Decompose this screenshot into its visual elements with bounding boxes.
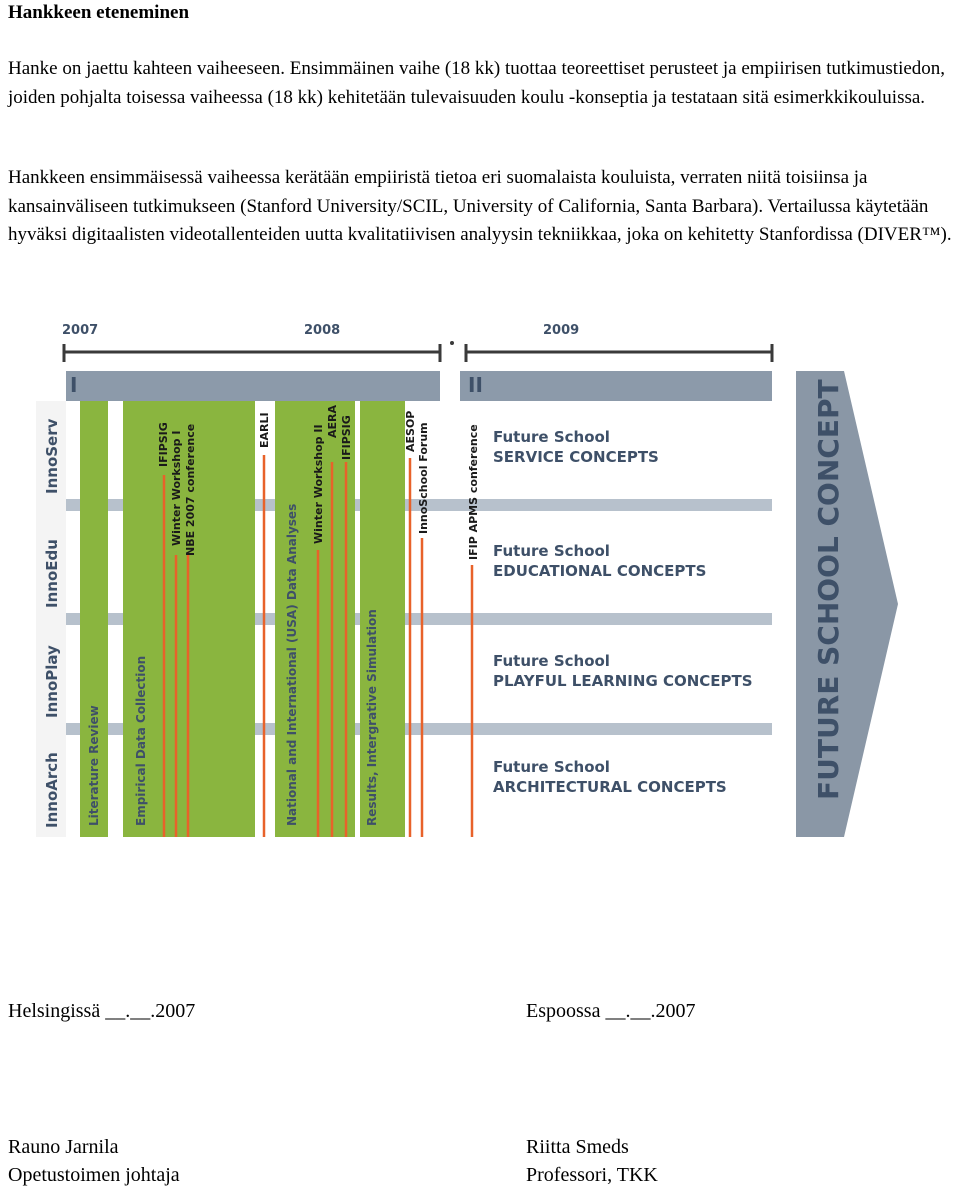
footer-place-left: Helsingissä __.__.2007: [8, 1000, 196, 1022]
row-label-innoedu: InnoEdu: [43, 539, 61, 608]
activity-empirical-data: Empirical Data Collection: [134, 655, 148, 826]
phase-1-label: I: [70, 373, 78, 397]
event-aesop: AESOP: [404, 410, 417, 452]
event-earli: EARLI: [258, 412, 271, 448]
year-2009: 2009: [543, 323, 580, 338]
paragraph-phases: Hanke on jaettu kahteen vaiheeseen. Ensimmäinen vaihe (18 kk) tuottaa teoreettiset perusteet ja empiirisen tutkimustiedon, joiden pohjalta toisessa vaiheessa (18 kk) kehitetään tulevaisuuden koulu -konseptia ja testataan sitä esimerkkikouluissa.: [8, 58, 946, 108]
phase-2-header: [460, 371, 772, 401]
concept-playful-line1: Future School: [493, 652, 610, 670]
row-label-innoarch: InnoArch: [43, 752, 61, 828]
timeline-dot: [450, 341, 454, 345]
arrow-label: FUTURE SCHOOL CONCEPT: [812, 379, 845, 800]
activity-literature-review: Literature Review: [87, 705, 101, 826]
row-label-innoplay: InnoPlay: [43, 645, 61, 718]
concept-educational-line2: EDUCATIONAL CONCEPTS: [493, 562, 707, 580]
phase-2-label: II: [468, 373, 483, 397]
event-ifipsig-2: IFIPSIG: [340, 415, 353, 460]
activity-data-analyses: National and International (USA) Data Analyses: [285, 503, 299, 826]
signer-right-title: Professori, TKK: [526, 1164, 658, 1186]
event-winter-workshop-2: Winter Workshop II: [312, 424, 325, 544]
event-nbe-2007: NBE 2007 conference: [184, 423, 197, 556]
event-ifipsig-1: IFIPSIG: [157, 422, 170, 467]
concept-architectural-line2: ARCHITECTURAL CONCEPTS: [493, 778, 727, 796]
row-label-innoserv: InnoServ: [43, 418, 61, 494]
timeline-bracket: [64, 344, 772, 362]
phase-1-header: [66, 371, 440, 401]
concept-service-line2: SERVICE CONCEPTS: [493, 448, 659, 466]
signer-left-name: Rauno Jarnila: [8, 1136, 119, 1158]
event-aera: AERA: [326, 404, 339, 438]
activity-results: Results, Intergrative Simulation: [365, 609, 379, 826]
year-2007: 2007: [62, 323, 99, 338]
signer-right-name: Riitta Smeds: [526, 1136, 629, 1158]
paragraph-first-phase: Hankkeen ensimmäisessä vaiheessa kerätään empiiristä tietoa eri suomalaista kouluista, verraten niitä toisiinsa ja kansainväliseen tutkimukseen (Stanford University/SCIL, University of California, Santa Barbara). Vertailussa käytetään hyväksi digitaalisten videotallenteiden uutta kvalitatiivisen analyysin tekniikkaa, joka on kehitetty Stanfordissa (DIVER™).: [8, 167, 952, 245]
concept-service-line1: Future School: [493, 428, 610, 446]
concept-educational-line1: Future School: [493, 542, 610, 560]
year-2008: 2008: [304, 323, 341, 338]
event-innoschool-forum: InnoSchool Forum: [417, 422, 430, 534]
event-ifip-apms: IFIP APMS conference: [467, 424, 480, 560]
document-heading: Hankkeen eteneminen: [8, 2, 190, 23]
event-winter-workshop-1: Winter Workshop I: [170, 430, 183, 546]
concept-architectural-line1: Future School: [493, 758, 610, 776]
footer-place-right: Espoossa __.__.2007: [526, 1000, 696, 1022]
concept-playful-line2: PLAYFUL LEARNING CONCEPTS: [493, 672, 753, 690]
signer-left-title: Opetustoimen johtaja: [8, 1164, 180, 1186]
project-timeline-diagram: [0, 310, 960, 850]
